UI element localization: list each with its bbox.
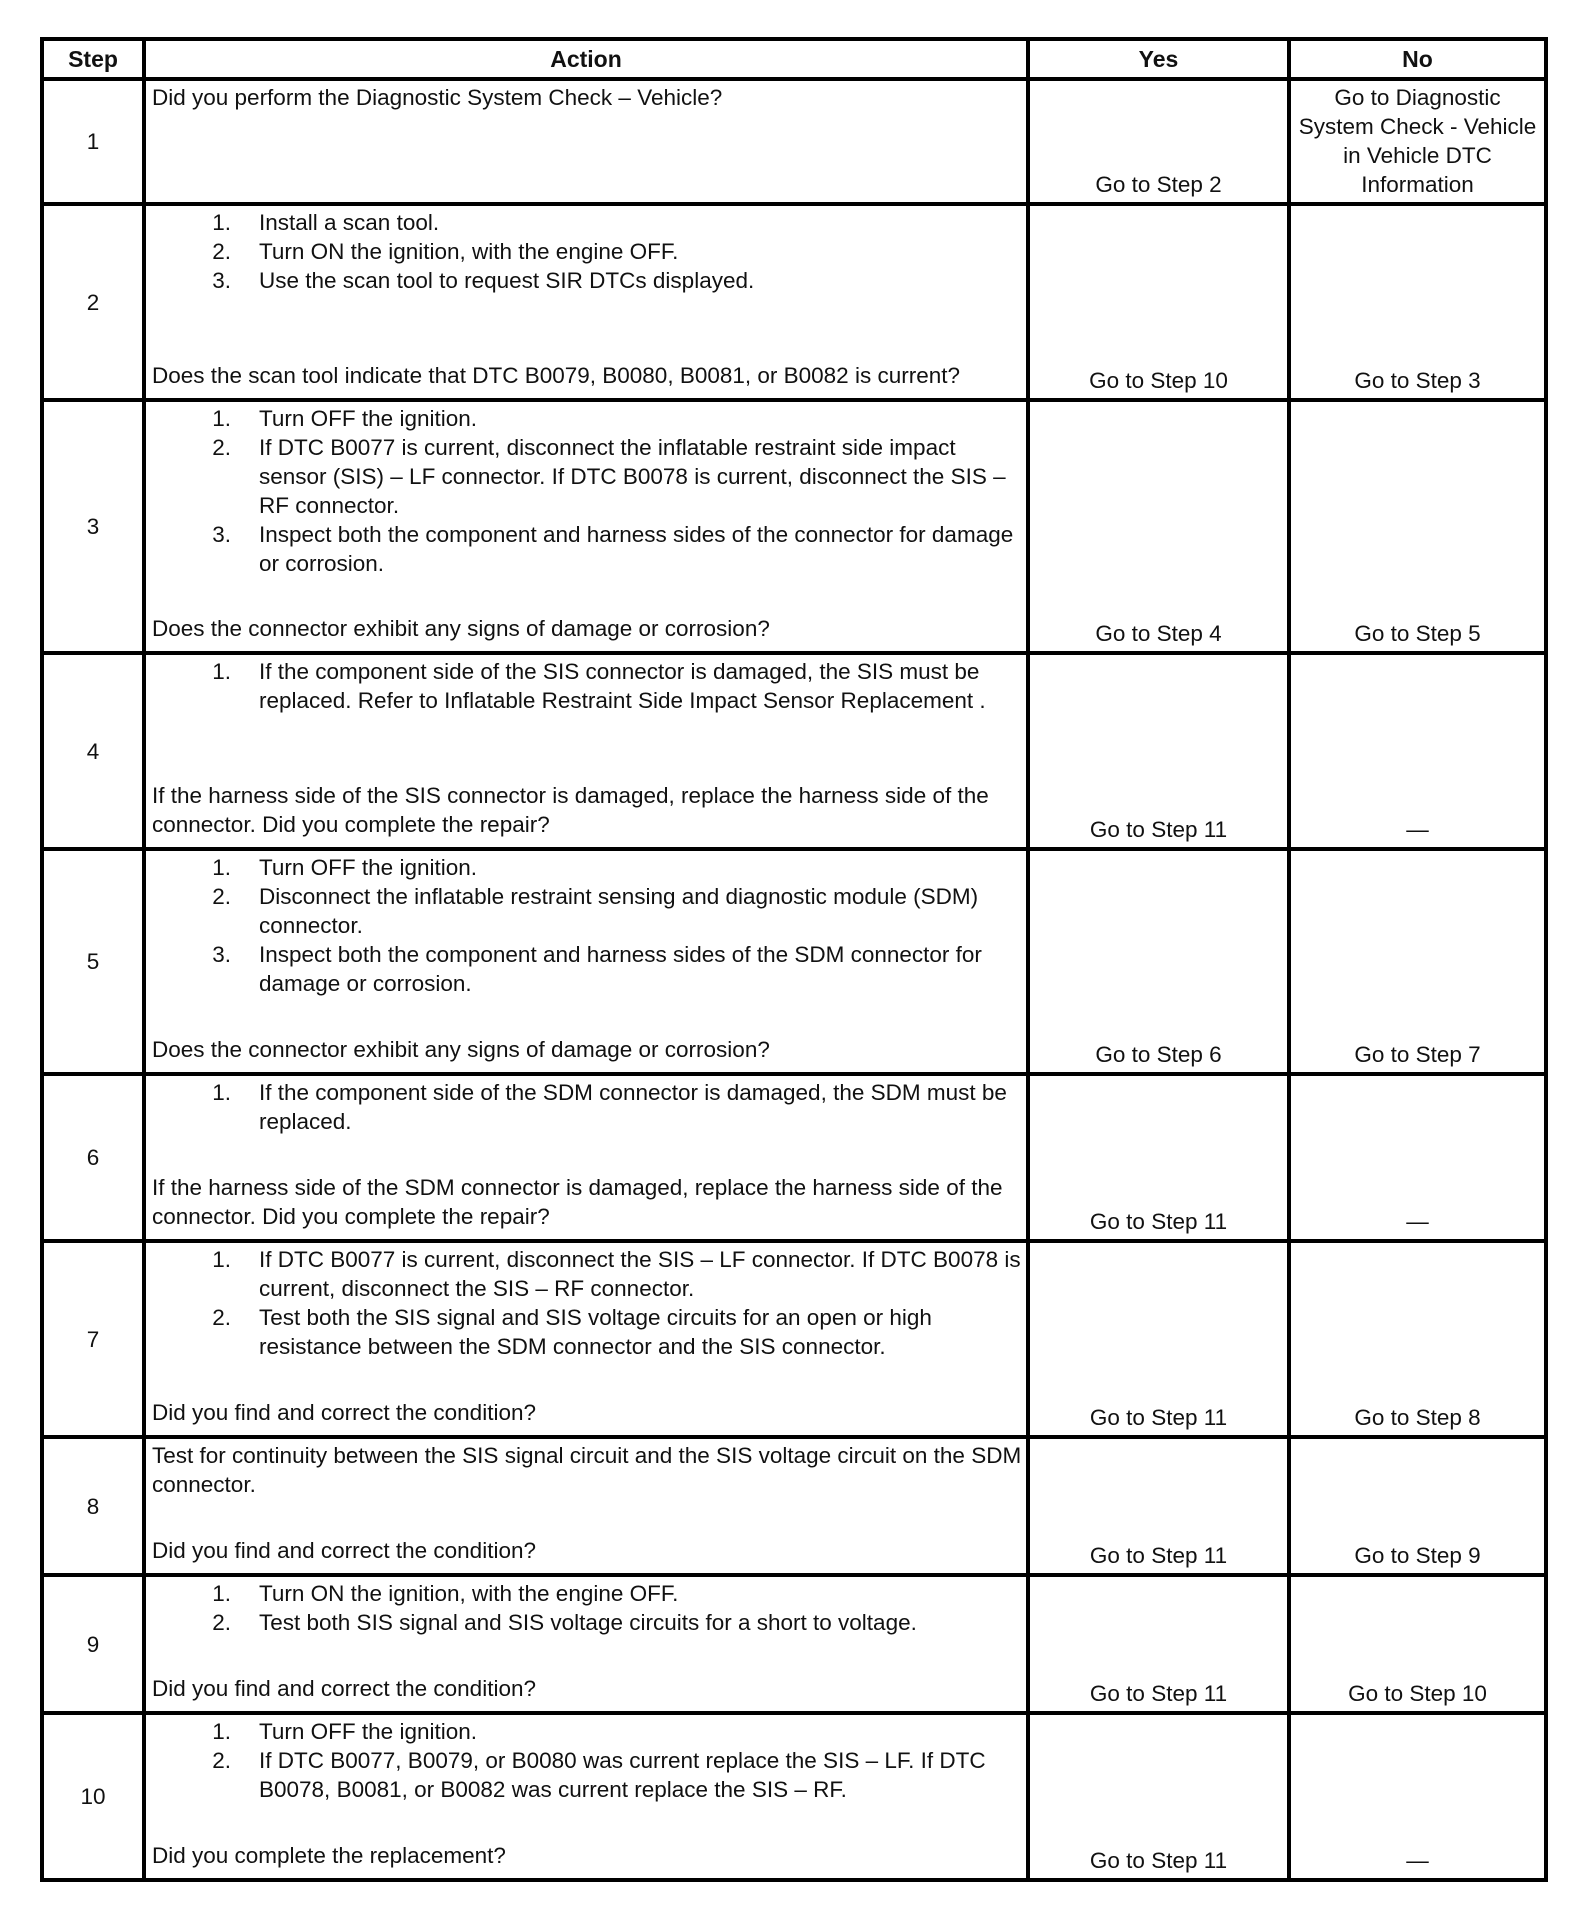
list-item-text: If DTC B0077 is current, disconnect the SIS – LF connector. If DTC B0078 is current, disconnect the SIS – RF connector.	[259, 1247, 1021, 1301]
list-item-text: Turn OFF the ignition.	[259, 1719, 478, 1744]
step-row	[42, 1437, 1546, 1575]
header-yes: Yes	[1028, 39, 1289, 79]
step-number: 6	[42, 1074, 144, 1241]
list-item-number: 1.	[212, 1719, 231, 1744]
list-item-number: 2.	[212, 435, 231, 460]
action-question: Did you find and correct the condition?	[152, 1538, 536, 1563]
action-question: If the harness side of the SDM connector is damaged, replace the harness side of the connector. Did you complete the repair?	[152, 1175, 1003, 1229]
no-outcome: Go to Step 8	[1289, 1241, 1546, 1437]
action-list-item	[152, 404, 1022, 433]
list-item-text: If DTC B0077 is current, disconnect the inflatable restraint side impact sensor (SIS) – LF connector. If DTC B0078 is current, disconnect the SIS – RF connector.	[259, 435, 1006, 518]
list-item-number: 2.	[212, 239, 231, 264]
header-action: Action	[144, 39, 1028, 79]
list-item-text: Inspect both the component and harness sides of the SDM connector for damage or corrosion.	[259, 942, 982, 996]
action-step-list	[152, 853, 1022, 998]
action-list-item	[152, 433, 1022, 520]
yes-outcome: Go to Step 10	[1028, 204, 1289, 400]
list-item-text: Turn OFF the ignition.	[259, 406, 478, 431]
action-list-item	[152, 853, 1022, 882]
action-list-item	[152, 1303, 1022, 1361]
action-step-list	[152, 404, 1022, 578]
step-row	[42, 849, 1546, 1074]
step-row	[42, 653, 1546, 849]
action-list-item	[152, 882, 1022, 940]
list-item-number: 3.	[212, 942, 231, 967]
action-list-item	[152, 1078, 1022, 1136]
action-question: Did you find and correct the condition?	[152, 1400, 536, 1425]
yes-outcome: Go to Step 11	[1028, 1437, 1289, 1575]
list-item-number: 1.	[212, 210, 231, 235]
action-step-list	[152, 1078, 1022, 1136]
no-outcome: Go to Step 5	[1289, 400, 1546, 653]
action-cell	[144, 849, 1028, 1074]
list-item-number: 2.	[212, 884, 231, 909]
list-item-number: 2.	[212, 1305, 231, 1330]
step-row	[42, 400, 1546, 653]
list-item-number: 3.	[212, 268, 231, 293]
no-outcome: —	[1289, 1713, 1546, 1880]
yes-outcome: Go to Step 11	[1028, 1575, 1289, 1713]
action-cell	[144, 400, 1028, 653]
action-step-list	[152, 657, 1022, 715]
action-question: Did you complete the replacement?	[152, 1843, 506, 1868]
step-number: 10	[42, 1713, 144, 1880]
step-row	[42, 1575, 1546, 1713]
action-question: Did you find and correct the condition?	[152, 1676, 536, 1701]
step-number: 8	[42, 1437, 144, 1575]
action-list-item	[152, 657, 1022, 715]
action-cell	[144, 79, 1028, 204]
action-cell	[144, 1074, 1028, 1241]
no-outcome: Go to Step 9	[1289, 1437, 1546, 1575]
list-item-text: Use the scan tool to request SIR DTCs displayed.	[259, 268, 755, 293]
action-step-list	[152, 1245, 1022, 1361]
step-number: 2	[42, 204, 144, 400]
action-list-item	[152, 1608, 1022, 1637]
action-cell	[144, 1437, 1028, 1575]
action-list-item	[152, 940, 1022, 998]
list-item-text: Turn ON the ignition, with the engine OFF.	[259, 1581, 679, 1606]
yes-outcome: Go to Step 11	[1028, 1713, 1289, 1880]
action-list-item	[152, 266, 1022, 295]
list-item-number: 2.	[212, 1610, 231, 1635]
action-list-item	[152, 1717, 1022, 1746]
action-question: Does the scan tool indicate that DTC B0079, B0080, B0081, or B0082 is current?	[152, 363, 960, 388]
action-cell	[144, 204, 1028, 400]
header-no: No	[1289, 39, 1546, 79]
list-item-text: Test both the SIS signal and SIS voltage circuits for an open or high resistance between the SDM connector and the SIS connector.	[259, 1305, 932, 1359]
action-question: Did you perform the Diagnostic System Check – Vehicle?	[152, 85, 723, 110]
list-item-text: Turn ON the ignition, with the engine OFF.	[259, 239, 679, 264]
action-step-list	[152, 1717, 1022, 1804]
list-item-number: 3.	[212, 522, 231, 547]
step-row	[42, 1074, 1546, 1241]
yes-outcome: Go to Step 11	[1028, 1241, 1289, 1437]
list-item-number: 1.	[212, 855, 231, 880]
list-item-text: Install a scan tool.	[259, 210, 440, 235]
yes-outcome: Go to Step 6	[1028, 849, 1289, 1074]
step-row	[42, 1713, 1546, 1880]
list-item-number: 2.	[212, 1748, 231, 1773]
action-cell	[144, 653, 1028, 849]
no-outcome: —	[1289, 1074, 1546, 1241]
list-item-text: If the component side of the SIS connector is damaged, the SIS must be replaced. Refer to Inflatable Restraint Side Impact Sensor Replacement .	[259, 659, 986, 713]
action-question: Does the connector exhibit any signs of damage or corrosion?	[152, 1037, 770, 1062]
action-list-item	[152, 237, 1022, 266]
step-row	[42, 79, 1546, 204]
list-item-number: 1.	[212, 659, 231, 684]
list-item-text: If DTC B0077, B0079, or B0080 was current replace the SIS – LF. If DTC B0078, B0081, or B0082 was current replace the SIS – RF.	[259, 1748, 986, 1802]
no-outcome: Go to Step 3	[1289, 204, 1546, 400]
action-step-list	[152, 1579, 1022, 1637]
list-item-text: Turn OFF the ignition.	[259, 855, 478, 880]
action-cell	[144, 1575, 1028, 1713]
list-item-number: 1.	[212, 1080, 231, 1105]
list-item-text: Test both SIS signal and SIS voltage circuits for a short to voltage.	[259, 1610, 917, 1635]
action-list-item	[152, 208, 1022, 237]
header-step: Step	[42, 39, 144, 79]
list-item-text: Inspect both the component and harness sides of the connector for damage or corrosion.	[259, 522, 1014, 576]
step-number: 7	[42, 1241, 144, 1437]
list-item-number: 1.	[212, 406, 231, 431]
action-step-list	[152, 208, 1022, 295]
action-cell	[144, 1713, 1028, 1880]
no-outcome: Go to Step 10	[1289, 1575, 1546, 1713]
action-list-item	[152, 1579, 1022, 1608]
step-number: 4	[42, 653, 144, 849]
no-outcome: Go to Step 7	[1289, 849, 1546, 1074]
diagnostic-table	[40, 37, 1548, 1882]
list-item-text: Disconnect the inflatable restraint sensing and diagnostic module (SDM) connector.	[259, 884, 979, 938]
action-list-item	[152, 1245, 1022, 1303]
no-outcome: —	[1289, 653, 1546, 849]
step-row	[42, 204, 1546, 400]
list-item-number: 1.	[212, 1247, 231, 1272]
action-cell	[144, 1241, 1028, 1437]
action-lead-text: Test for continuity between the SIS signal circuit and the SIS voltage circuit on the SDM connector.	[152, 1443, 1022, 1497]
action-question: Does the connector exhibit any signs of damage or corrosion?	[152, 616, 770, 641]
yes-outcome: Go to Step 11	[1028, 653, 1289, 849]
step-number: 1	[42, 79, 144, 204]
step-row	[42, 1241, 1546, 1437]
no-outcome: Go to Diagnostic System Check - Vehicle in Vehicle DTC Information	[1289, 79, 1546, 204]
list-item-text: If the component side of the SDM connector is damaged, the SDM must be replaced.	[259, 1080, 1007, 1134]
header-row	[42, 39, 1546, 79]
list-item-number: 1.	[212, 1581, 231, 1606]
action-question: If the harness side of the SIS connector is damaged, replace the harness side of the connector. Did you complete the repair?	[152, 783, 989, 837]
step-number: 3	[42, 400, 144, 653]
action-list-item	[152, 1746, 1022, 1804]
yes-outcome: Go to Step 4	[1028, 400, 1289, 653]
step-number: 5	[42, 849, 144, 1074]
action-list-item	[152, 520, 1022, 578]
step-number: 9	[42, 1575, 144, 1713]
yes-outcome: Go to Step 11	[1028, 1074, 1289, 1241]
yes-outcome: Go to Step 2	[1028, 79, 1289, 204]
